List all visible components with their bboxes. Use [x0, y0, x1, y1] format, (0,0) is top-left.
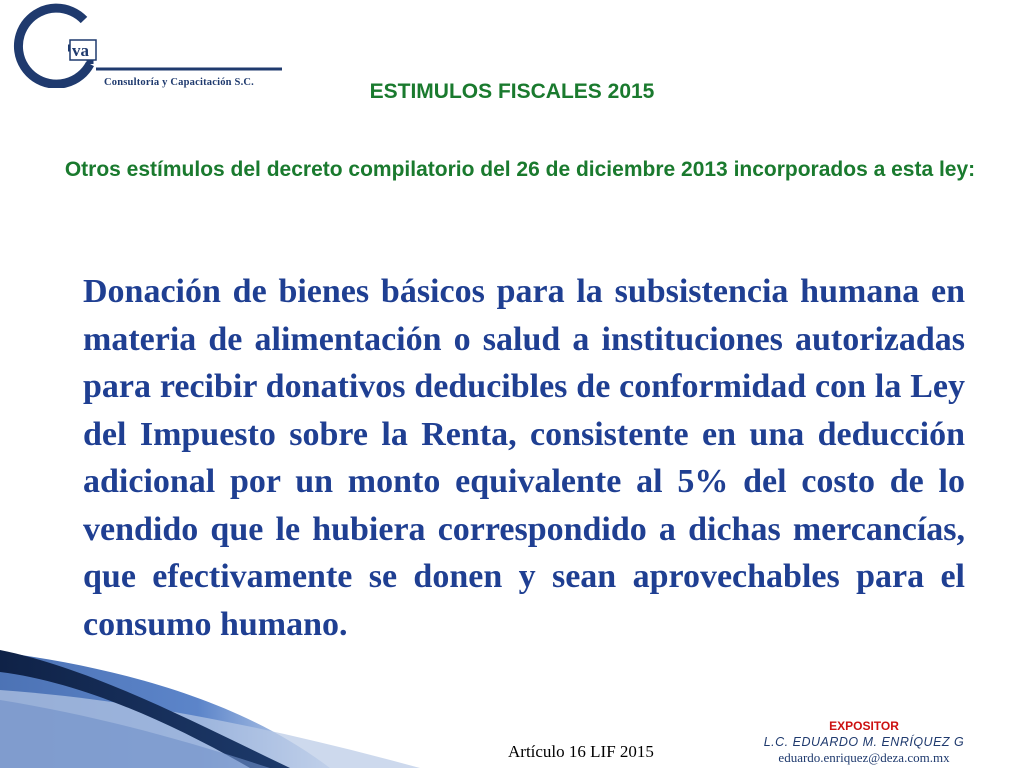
slide-title: ESTIMULOS FISCALES 2015 — [369, 80, 655, 103]
gva-logo-mark — [6, 2, 290, 88]
company-name: Consultoría y Capacitación S.C. — [104, 77, 255, 88]
svg-text:va: va — [72, 41, 89, 60]
slide-body-text: Donación de bienes básicos para la subsistencia humana en materia de alimentación o salud a instituciones autorizadas para recibir donativos deducibles de conformidad con la Ley del Impuesto sobre la Renta, consistente en una deducción adicional por un monto equivalente al 5% del costo de lo vendido que le hubiera correspondido a dichas mercancías, que efectivamente se donen y sean aprovechables para el consumo humano. — [83, 273, 965, 643]
expositor-label: EXPOSITOR — [829, 719, 899, 733]
article-reference: Artículo 16 LIF 2015 — [508, 742, 654, 761]
expositor-email: eduardo.enriquez@deza.com.mx — [778, 750, 950, 765]
company-logo — [6, 2, 290, 88]
expositor-name: L.C. EDUARDO M. ENRÍQUEZ G — [763, 735, 965, 749]
slide-subtitle: Otros estímulos del decreto compilatorio del 26 de diciembre 2013 incorporados a esta ley: — [64, 158, 976, 181]
expositor-block — [745, 718, 983, 766]
